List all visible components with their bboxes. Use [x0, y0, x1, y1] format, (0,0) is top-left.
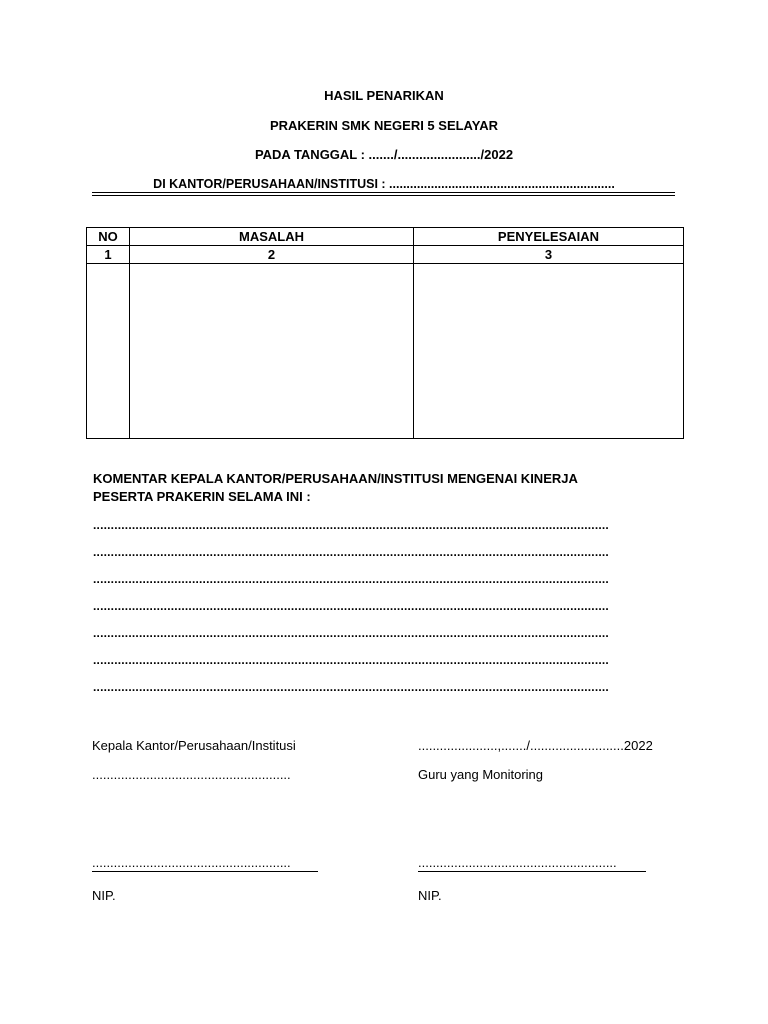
table-header-row [87, 228, 684, 246]
komentar-heading-2: PESERTA PRAKERIN SELAMA INI : [93, 489, 311, 504]
header-penyelesaian: PENYELESAIAN [414, 228, 684, 246]
title-date-line: PADA TANGGAL : ......./......................./2022 [254, 147, 514, 162]
cell-penyelesaian-empty[interactable] [414, 264, 684, 439]
left-signatory-title: Kepala Kantor/Perusahaan/Institusi [92, 738, 296, 753]
komentar-dot-line-7[interactable]: .................................................................................................................................................. [93, 680, 609, 694]
title-underline-top [92, 192, 675, 193]
problem-table [86, 227, 684, 439]
right-signatory-title: Guru yang Monitoring [418, 767, 544, 782]
left-signature-dots[interactable]: ....................................................... [92, 855, 291, 870]
komentar-dot-line-4[interactable]: .................................................................................................................................................. [93, 599, 609, 613]
left-nip-label: NIP. [92, 888, 116, 903]
komentar-dot-line-6[interactable]: .................................................................................................................................................. [93, 653, 609, 667]
left-name-dots[interactable]: ....................................................... [92, 767, 291, 782]
header-masalah: MASALAH [130, 228, 414, 246]
left-signature-underline [92, 871, 318, 872]
col-number-1: 1 [87, 246, 130, 264]
header-no: NO [87, 228, 130, 246]
right-nip-label: NIP. [418, 888, 442, 903]
komentar-dot-line-3[interactable]: .................................................................................................................................................. [93, 572, 609, 586]
table-number-row [87, 246, 684, 264]
title-line-1: HASIL PENARIKAN [324, 88, 444, 103]
cell-masalah-empty[interactable] [130, 264, 414, 439]
title-institution-line: DI KANTOR/PERUSAHAAN/INSTITUSI : ................................................................. [153, 177, 615, 191]
right-signature-dots[interactable]: ....................................................... [418, 855, 617, 870]
title-underline-bottom [92, 195, 675, 196]
col-number-3: 3 [414, 246, 684, 264]
right-date-line[interactable]: ......................,......./..........................2022 [418, 738, 653, 753]
cell-no-empty[interactable] [87, 264, 130, 439]
komentar-dot-line-5[interactable]: .................................................................................................................................................. [93, 626, 609, 640]
title-line-2: PRAKERIN SMK NEGERI 5 SELAYAR [269, 118, 499, 133]
col-number-2: 2 [130, 246, 414, 264]
komentar-dot-line-2[interactable]: .................................................................................................................................................. [93, 545, 609, 559]
table-row [87, 264, 684, 439]
right-signature-underline [418, 871, 646, 872]
komentar-dot-line-1[interactable]: .................................................................................................................................................. [93, 518, 609, 532]
komentar-heading-1: KOMENTAR KEPALA KANTOR/PERUSAHAAN/INSTITUSI MENGENAI KINERJA [93, 471, 578, 486]
